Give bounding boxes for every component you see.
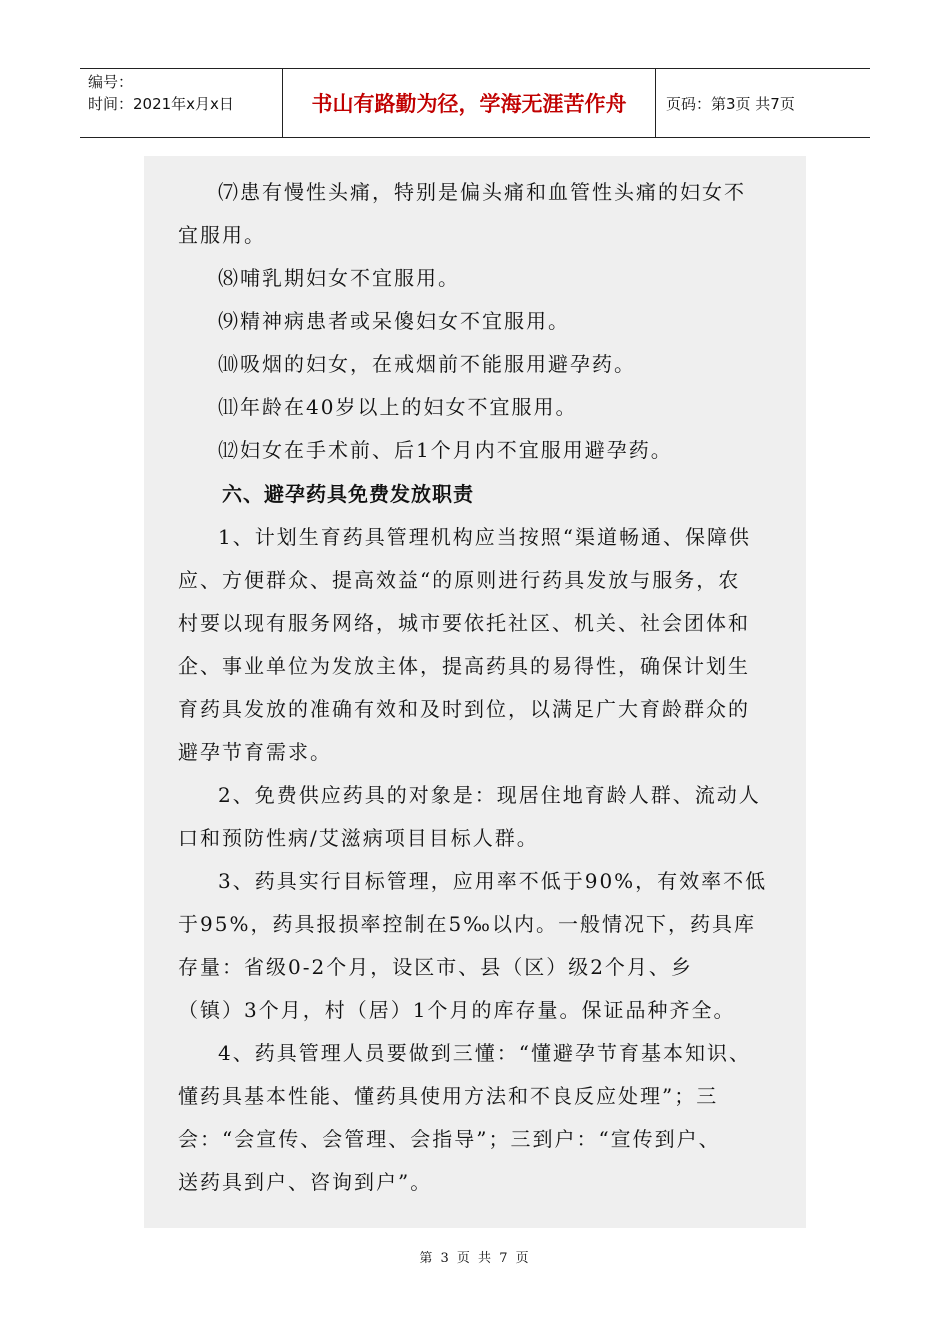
text-line: 1、计划生育药具管理机构应当按照“渠道畅通、保障供 (218, 525, 751, 549)
text-line: 避孕节育需求。 (178, 740, 332, 764)
text-line: ⑿妇女在手术前、后1个月内不宜服用避孕药。 (218, 438, 673, 462)
text-line: 会：“会宣传、会管理、会指导”；三到户：“宣传到户、 (178, 1127, 721, 1151)
text-line: 宜服用。 (178, 223, 266, 247)
header-page-label: 页码：第3页 共7页 (666, 94, 795, 113)
page-footer: 第 3 页 共 7 页 (419, 1251, 531, 1266)
header-meta (80, 69, 283, 137)
document-body (144, 156, 806, 1228)
text-line: ⑼精神病患者或呆傻妇女不宜服用。 (218, 309, 570, 333)
text-line: 2、免费供应药具的对象是：现居住地育龄人群、流动人 (218, 783, 761, 807)
text-line: 育药具发放的准确有效和及时到位，以满足广大育龄群众的 (178, 697, 750, 721)
text-line: ⑽吸烟的妇女，在戒烟前不能服用避孕药。 (218, 352, 636, 376)
text-line: 懂药具基本性能、懂药具使用方法和不良反应处理”；三 (178, 1084, 719, 1108)
header-motto: 书山有路勤为径，学海无涯苦作舟 (283, 69, 656, 137)
page-header (80, 68, 870, 138)
text-line: ⑺患有慢性头痛，特别是偏头痛和血管性头痛的妇女不 (218, 180, 746, 204)
text-line: 企、事业单位为发放主体，提高药具的易得性，确保计划生 (178, 654, 750, 678)
time-label: 时间：2021年x月x日 (88, 95, 234, 113)
text-line: 村要以现有服务网络，城市要依托社区、机关、社会团体和 (178, 611, 750, 635)
text-line: （镇）3个月，村（居）1个月的库存量。保证品种齐全。 (178, 998, 736, 1022)
text-line: 应、方便群众、提高效益“的原则进行药具发放与服务，农 (178, 568, 741, 592)
text-line: ⑻哺乳期妇女不宜服用。 (218, 266, 460, 290)
text-line: ⑾年龄在40岁以上的妇女不宜服用。 (218, 395, 578, 419)
text-line: 口和预防性病/艾滋病项目目标人群。 (178, 826, 539, 850)
number-label: 编号： (88, 73, 134, 91)
text-line: 3、药具实行目标管理，应用率不低于90%，有效率不低 (218, 869, 768, 893)
text-line: 4、药具管理人员要做到三懂：“懂避孕节育基本知识、 (218, 1041, 751, 1065)
text-line: 存量：省级0-2个月，设区市、县（区）级2个月、乡 (178, 955, 693, 979)
text-line: 送药具到户、咨询到户”。 (178, 1170, 433, 1194)
section-heading: 六、避孕药具免费发放职责 (222, 482, 474, 506)
text-line: 于95%，药具报损率控制在5‰以内。一般情况下，药具库 (178, 912, 757, 936)
